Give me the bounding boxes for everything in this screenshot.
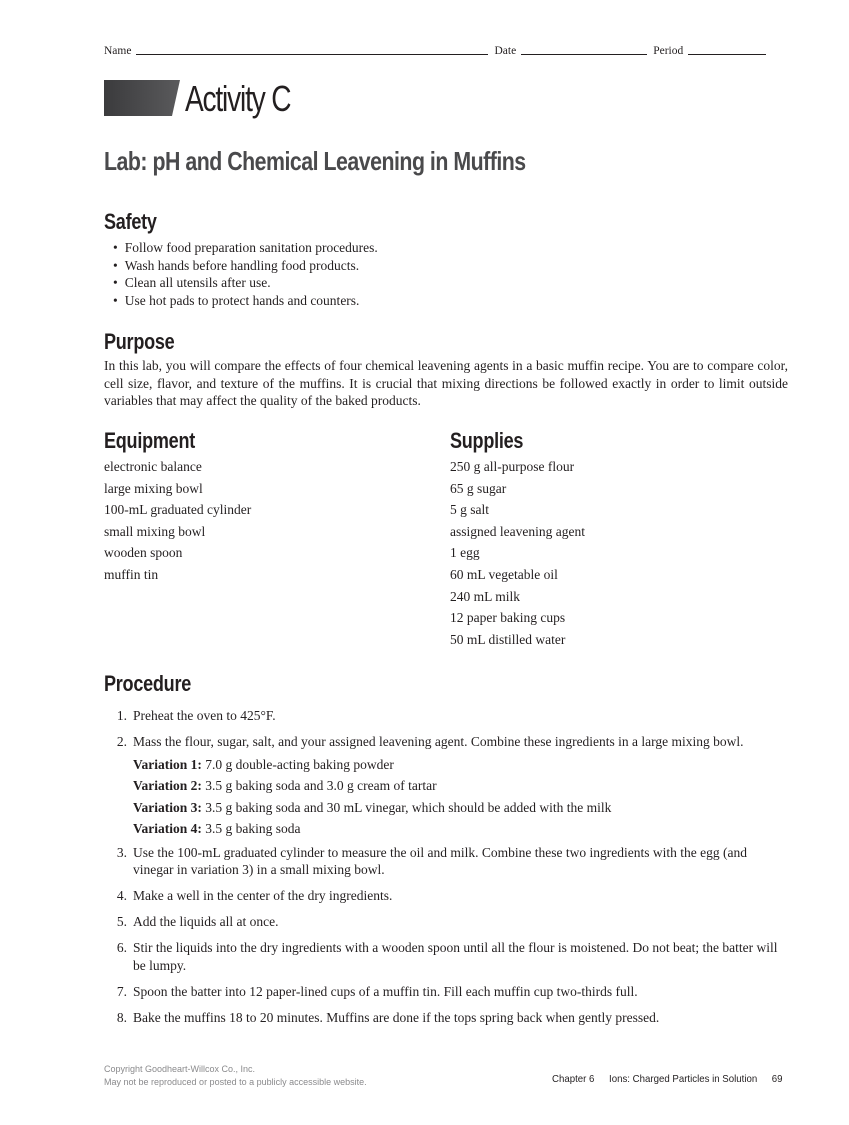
step-text: Preheat the oven to 425°F. xyxy=(133,708,276,723)
procedure-step xyxy=(104,913,788,931)
variation-label: Variation 3: xyxy=(133,799,202,815)
step-number: 1. xyxy=(116,708,127,723)
activity-banner-graphic xyxy=(104,80,180,116)
step-text: Bake the muffins 18 to 20 minutes. Muffins are done if the tops spring back when gently pressed. xyxy=(133,1009,660,1025)
procedure-step xyxy=(104,1009,788,1027)
student-info-header xyxy=(104,43,787,57)
procedure-step xyxy=(104,887,788,905)
step-number: 4. xyxy=(116,888,127,903)
activity-title: Activity C xyxy=(185,78,291,119)
step-text: Use the 100-mL graduated cylinder to measure the oil and milk. Combine these two ingredients with the egg (and vinegar in variation 3) in a small mixing bowl. xyxy=(133,844,747,877)
variation-text: 7.0 g double-acting baking powder xyxy=(205,756,394,772)
procedure-step xyxy=(104,939,788,974)
list-item: 12 paper baking cups xyxy=(450,610,566,626)
period-field[interactable] xyxy=(688,43,766,55)
list-item: 240 mL milk xyxy=(450,588,520,604)
procedure-list xyxy=(104,707,788,1035)
date-label: Date xyxy=(494,45,517,57)
chapter-number: Chapter 6 xyxy=(552,1073,595,1085)
variation-label: Variation 1: xyxy=(133,756,202,772)
supplies-list xyxy=(450,456,585,650)
list-item: small mixing bowl xyxy=(104,523,206,539)
list-item: muffin tin xyxy=(104,566,159,582)
equipment-list xyxy=(104,456,251,586)
list-item: 250 g all-purpose flour xyxy=(450,459,575,474)
variation-text: 3.5 g baking soda xyxy=(205,821,301,836)
period-label: Period xyxy=(653,45,684,57)
safety-list xyxy=(113,239,378,309)
list-item: 65 g sugar xyxy=(450,480,507,496)
reproduction-notice: May not be reproduced or posted to a publicly accessible website. xyxy=(104,1076,367,1087)
list-item: • Use hot pads to protect hands and counters. xyxy=(113,292,378,310)
date-field[interactable] xyxy=(521,43,647,55)
procedure-step xyxy=(104,733,788,840)
step-text: Add the liquids all at once. xyxy=(133,914,279,929)
copyright-notice xyxy=(104,1063,367,1088)
copyright-text: Copyright Goodheart-Willcox Co., Inc. xyxy=(104,1064,256,1074)
list-item: large mixing bowl xyxy=(104,480,203,496)
step-number: 8. xyxy=(116,1009,127,1025)
procedure-step xyxy=(104,983,788,1001)
list-item: 100-mL graduated cylinder xyxy=(104,502,252,518)
list-item: • Follow food preparation sanitation procedures. xyxy=(113,239,378,257)
list-item: 1 egg xyxy=(450,545,480,561)
list-item: 50 mL distilled water xyxy=(450,631,566,647)
variation-item xyxy=(133,818,788,840)
name-label: Name xyxy=(104,45,132,57)
procedure-heading: Procedure xyxy=(104,671,192,696)
variation-label: Variation 2: xyxy=(133,778,202,793)
list-item: 60 mL vegetable oil xyxy=(450,566,558,582)
list-item: • Clean all utensils after use. xyxy=(113,274,378,292)
list-item: assigned leavening agent xyxy=(450,523,585,539)
variation-item xyxy=(133,797,788,819)
purpose-heading: Purpose xyxy=(104,329,175,354)
step-text: Stir the liquids into the dry ingredients with a wooden spoon until all the flour is moistened. Do not beat; the batter will be lumpy. xyxy=(133,940,778,973)
step-number: 2. xyxy=(116,734,127,749)
procedure-step xyxy=(104,707,788,725)
step-number: 3. xyxy=(116,844,127,860)
list-item: wooden spoon xyxy=(104,545,183,561)
list-item: • Wash hands before handling food products. xyxy=(113,257,378,275)
step-number: 6. xyxy=(116,940,127,955)
name-field[interactable] xyxy=(136,43,488,55)
variation-label: Variation 4: xyxy=(133,821,202,836)
variation-item xyxy=(133,775,788,797)
step-text: Make a well in the center of the dry ingredients. xyxy=(133,888,393,903)
variation-text: 3.5 g baking soda and 30 mL vinegar, which should be added with the milk xyxy=(205,799,612,815)
chapter-title: Ions: Charged Particles in Solution xyxy=(609,1073,758,1085)
procedure-step xyxy=(104,844,788,879)
list-item: 5 g salt xyxy=(450,502,489,518)
variation-text: 3.5 g baking soda and 3.0 g cream of tartar xyxy=(205,778,437,793)
lab-title: Lab: pH and Chemical Leavening in Muffins xyxy=(104,146,526,176)
step-number: 7. xyxy=(116,983,127,999)
variation-item xyxy=(133,754,788,776)
page-footer xyxy=(552,1073,783,1085)
step-text: Mass the flour, sugar, salt, and your assigned leavening agent. Combine these ingredients in a large mixing bowl. xyxy=(133,734,744,749)
purpose-text: In this lab, you will compare the effects of four chemical leavening agents in a basic muffin recipe. You are to compare color, cell size, flavor, and texture of the muffins. It is crucial that mixing directions be followed exactly in order to limit outside variables that may affect the quality of the baked products. xyxy=(104,358,788,409)
page-number: 69 xyxy=(771,1073,783,1085)
step-number: 5. xyxy=(116,914,127,929)
list-item: electronic balance xyxy=(104,459,202,474)
equipment-heading: Equipment xyxy=(104,428,195,453)
supplies-heading: Supplies xyxy=(450,428,524,453)
step-text: Spoon the batter into 12 paper-lined cups of a muffin tin. Fill each muffin cup two-thirds full. xyxy=(133,983,638,999)
safety-heading: Safety xyxy=(104,209,157,234)
